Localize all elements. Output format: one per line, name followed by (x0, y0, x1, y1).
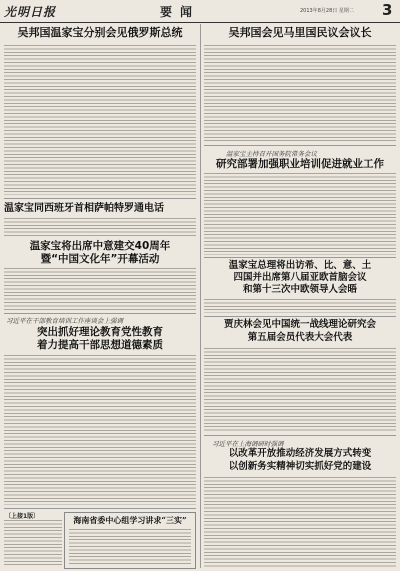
headline-a7-line1: 突出抓好理论教育党性教育 (37, 326, 163, 338)
masthead: 光明日报 (4, 5, 57, 19)
article-body-a5 (4, 268, 196, 310)
article-body-a2 (204, 45, 396, 143)
divider (4, 198, 196, 199)
headline-a8-line1: 贾庆林会见中国统一战线理论研究会 (223, 319, 376, 330)
headline-a6-line1: 温家宝总理将出访希、比、意、土 (228, 260, 372, 271)
article-body-a10-left (4, 520, 62, 567)
headline-a8-line2: 第五届会员代表大会代表 (247, 332, 353, 343)
article-body-a3 (204, 173, 396, 255)
headline-a9-line1: 以改革开放推动经济发展方式转变 (228, 448, 372, 459)
headline-a7-line2: 着力提高干部思想道德素质 (37, 339, 163, 351)
divider (204, 145, 396, 146)
article-body-a10 (69, 529, 191, 565)
kicker-a9: 习近平在上海调研时强调 (212, 440, 284, 448)
page-header (0, 0, 400, 23)
headline-a5-line2: 暨“中国文化年”开幕活动 (40, 253, 160, 265)
divider (204, 257, 396, 258)
headline-a9-line2: 以创新务实精神切实抓好党的建设 (228, 461, 372, 472)
divider (204, 435, 396, 436)
kicker-a7: 习近平在干部教育培训工作座谈会上强调 (6, 317, 123, 325)
article-body-a7 (4, 355, 196, 505)
kicker-a3: 温家宝主持召开国务院常务会议 (226, 150, 317, 158)
feature-box (64, 512, 196, 569)
article-body-a8 (204, 348, 396, 432)
headline-a10: 海南省委中心组学习讲求“三实” (73, 515, 187, 525)
headline-a2: 吴邦国会见马里国民议会议长 (228, 26, 372, 39)
divider (4, 313, 196, 314)
divider (4, 508, 196, 509)
continued-label: 〔上接1版〕 (5, 513, 40, 520)
column-divider (200, 24, 201, 568)
headline-a6-line3: 和第十三次中欧领导人会晤 (242, 284, 357, 295)
page-number: 3 (382, 1, 393, 19)
article-body-a9 (204, 477, 396, 567)
issue-date: 2013年8月28日 星期二 (300, 8, 354, 14)
headline-a6-line2: 四国并出席第八届亚欧首脑会议 (233, 272, 367, 283)
headline-a5-line1: 温家宝将出席中意建交40周年 (29, 240, 171, 252)
divider (204, 316, 396, 317)
section-title: 要闻 (160, 5, 201, 19)
article-body-a6 (204, 299, 396, 313)
headline-a3: 研究部署加强职业培训促进就业工作 (216, 158, 384, 170)
headline-a4: 温家宝同西班牙首相萨帕特罗通电话 (4, 203, 164, 214)
headline-a1: 吴邦国温家宝分别会见俄罗斯总统 (17, 26, 183, 39)
article-body-a1 (4, 45, 196, 195)
article-body-a4 (4, 218, 196, 236)
